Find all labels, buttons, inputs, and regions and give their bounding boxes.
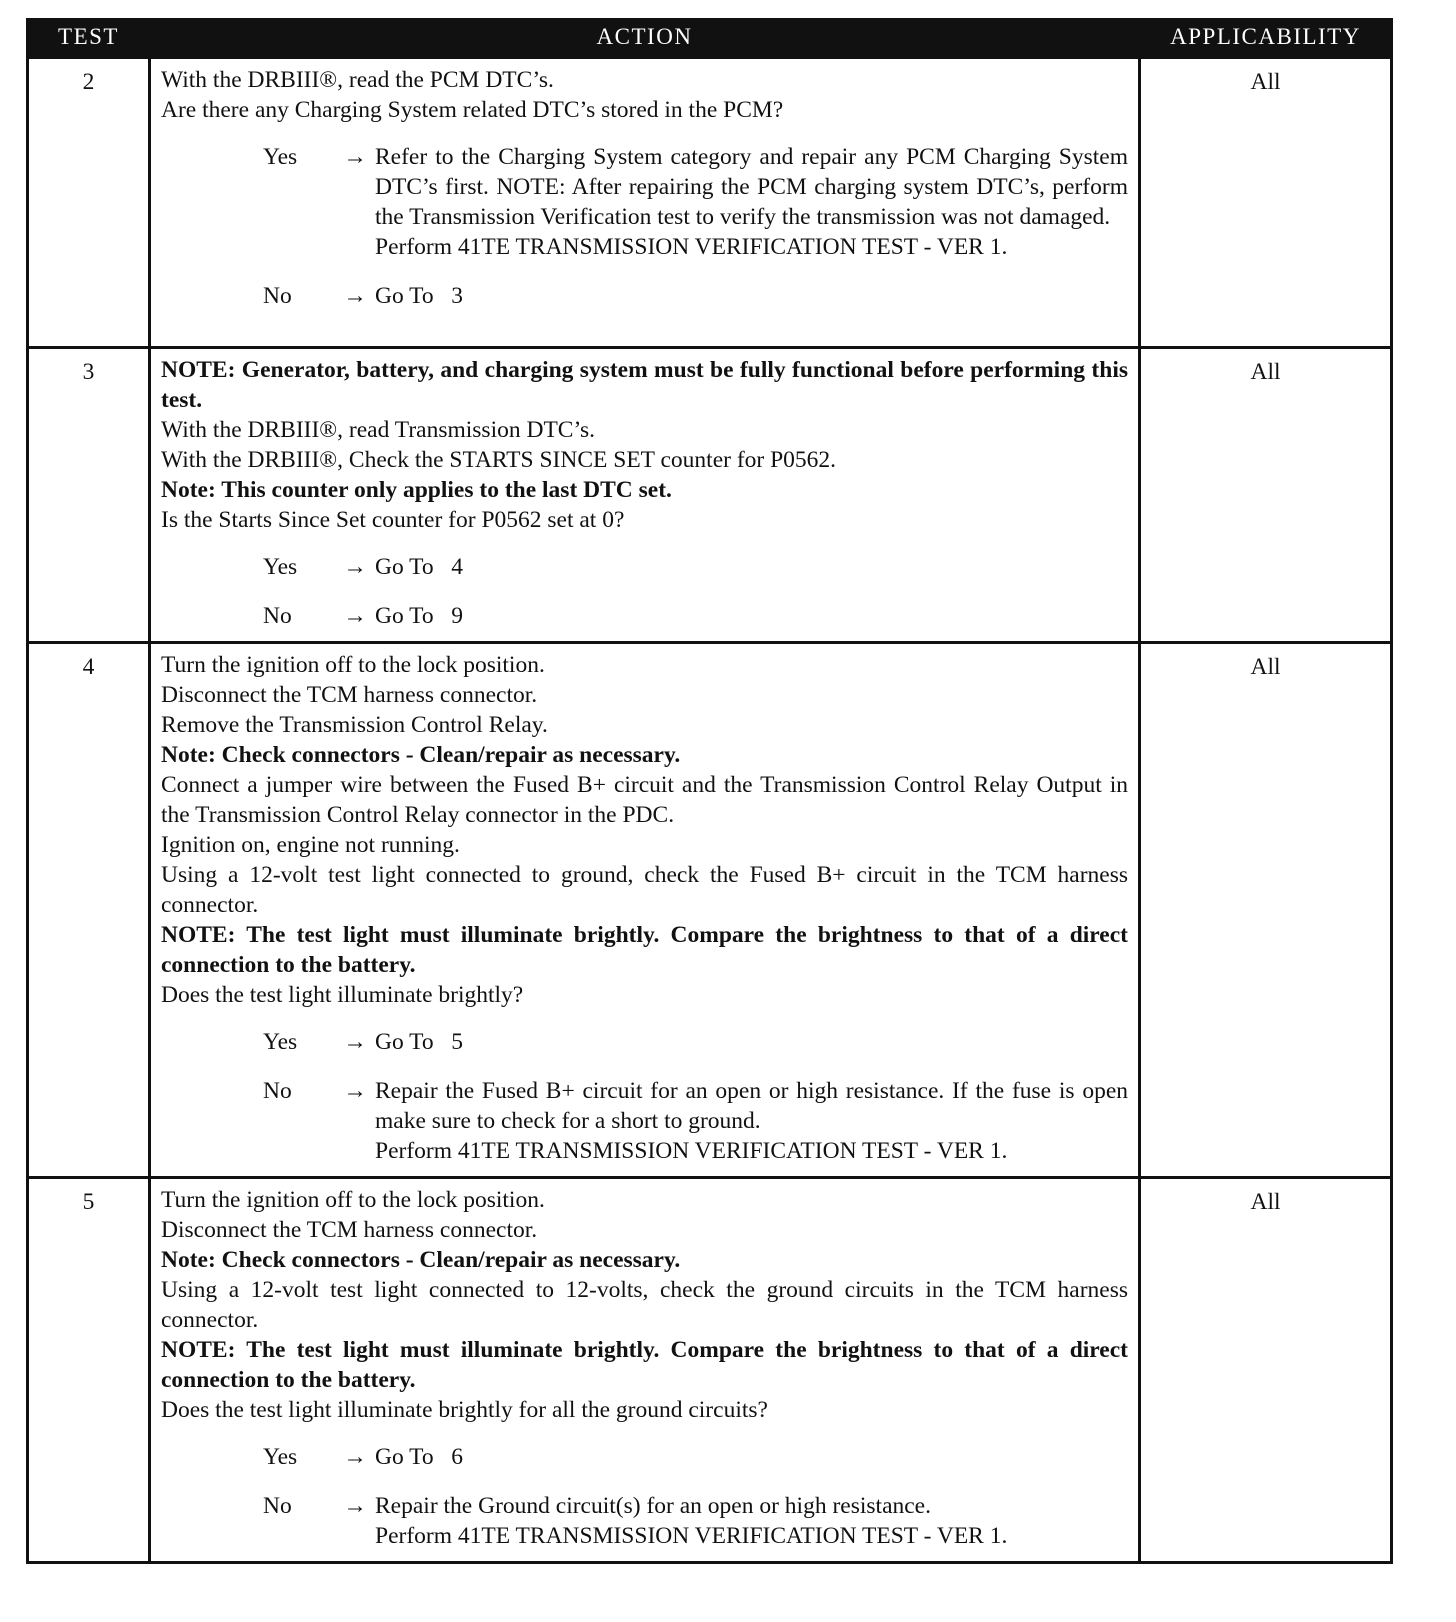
action-line: With the DRBIII®, read Transmission DTC’s. [161,417,596,443]
test-number: 3 [28,348,150,643]
arrow-icon: → [343,603,367,629]
table-header-row [28,18,1392,58]
yes-branch [263,552,1128,582]
test-number: 2 [28,58,150,348]
verification-text: Perform 41TE TRANSMISSION VERIFICATION TEST - VER 1. [375,234,1008,260]
yes-text: Go To 5 [375,1029,464,1055]
applicability-value: All [1140,1178,1392,1563]
yes-action [375,142,1128,262]
no-label: No [263,603,292,629]
question-text: Does the test light illuminate brightly for all the ground circuits? [161,1397,768,1423]
verification-text: Perform 41TE TRANSMISSION VERIFICATION TEST - VER 1. [375,1523,1008,1549]
no-action [375,1491,1128,1551]
action-line: Connect a jumper wire between the Fused B+ circuit and the Transmission Control Relay Output in the Transmission Control Relay connector in the PDC. [161,772,1128,828]
action-line: Turn the ignition off to the lock position. [161,1187,545,1213]
verification-text: Perform 41TE TRANSMISSION VERIFICATION TEST - VER 1. [375,1138,1008,1164]
action-cell [150,1178,1140,1563]
action-line: Using a 12-volt test light connected to 12-volts, check the ground circuits in the TCM harness connector. [161,1277,1128,1333]
yes-branch [263,142,1128,262]
action-line: Disconnect the TCM harness connector. [161,682,538,708]
table-row-test-5 [28,1178,1392,1563]
applicability-value: All [1140,643,1392,1178]
note-text: NOTE: The test light must illuminate brightly. Compare the brightness to that of a direct connection to the battery. [161,1337,1128,1393]
header-applicability: APPLICABILITY [1140,18,1392,58]
yes-label: Yes [263,554,298,580]
action-line: With the DRBIII®, read the PCM DTC’s. [161,67,554,93]
table-row-test-3 [28,348,1392,643]
arrow-icon: → [343,144,367,170]
action-line: Turn the ignition off to the lock position. [161,652,545,678]
yes-text: Refer to the Charging System category and repair any PCM Charging System DTC’s first. NOTE: After repairing the PCM charging system DTC’s, perform the Transmission Verification test to verify the transmission was not damaged. [375,144,1128,230]
header-action: ACTION [150,18,1140,58]
no-label: No [263,283,292,309]
action-cell [150,58,1140,348]
action-line: Remove the Transmission Control Relay. [161,712,548,738]
action-line: Ignition on, engine not running. [161,832,460,858]
no-text: Repair the Fused B+ circuit for an open or high resistance. If the fuse is open make sure to check for a short to ground. [375,1078,1128,1134]
action-line: Disconnect the TCM harness connector. [161,1217,538,1243]
note-text: Note: This counter only applies to the last DTC set. [161,477,672,503]
no-branch [263,281,1128,311]
note-text: Note: Check connectors - Clean/repair as necessary. [161,742,681,768]
arrow-icon: → [343,1444,367,1470]
applicability-value: All [1140,58,1392,348]
diagnostic-test-table [26,18,1393,1564]
note-text: NOTE: Generator, battery, and charging system must be fully functional before performing this test. [161,357,1128,413]
no-text: Repair the Ground circuit(s) for an open or high resistance. [375,1493,931,1519]
no-text: Go To 9 [375,603,464,629]
table-row-test-2 [28,58,1392,348]
yes-label: Yes [263,1029,298,1055]
yes-branch [263,1027,1128,1057]
note-text: NOTE: The test light must illuminate brightly. Compare the brightness to that of a direct connection to the battery. [161,922,1128,978]
question-text: Does the test light illuminate brightly? [161,982,524,1008]
arrow-icon: → [343,1493,367,1519]
no-action [375,1076,1128,1166]
action-cell [150,348,1140,643]
yes-label: Yes [263,1444,298,1470]
yes-label: Yes [263,144,298,170]
no-label: No [263,1078,292,1104]
action-line: Are there any Charging System related DTC’s stored in the PCM? [161,97,784,123]
no-text: Go To 3 [375,283,464,309]
yes-branch [263,1442,1128,1472]
arrow-icon: → [343,1029,367,1055]
test-number: 4 [28,643,150,1178]
no-branch [263,1491,1128,1551]
yes-text: Go To 4 [375,554,464,580]
note-text: Note: Check connectors - Clean/repair as necessary. [161,1247,681,1273]
no-branch [263,601,1128,631]
header-test: TEST [28,18,150,58]
arrow-icon: → [343,554,367,580]
table-row-test-4 [28,643,1392,1178]
arrow-icon: → [343,1078,367,1104]
question-text: Is the Starts Since Set counter for P0562 set at 0? [161,507,625,533]
applicability-value: All [1140,348,1392,643]
yes-text: Go To 6 [375,1444,464,1470]
diagnostic-table-page [26,18,1390,1564]
arrow-icon: → [343,283,367,309]
action-cell [150,643,1140,1178]
no-label: No [263,1493,292,1519]
action-line: With the DRBIII®, Check the STARTS SINCE SET counter for P0562. [161,447,837,473]
no-branch [263,1076,1128,1166]
test-number: 5 [28,1178,150,1563]
action-line: Using a 12-volt test light connected to ground, check the Fused B+ circuit in the TCM harness connector. [161,862,1128,918]
